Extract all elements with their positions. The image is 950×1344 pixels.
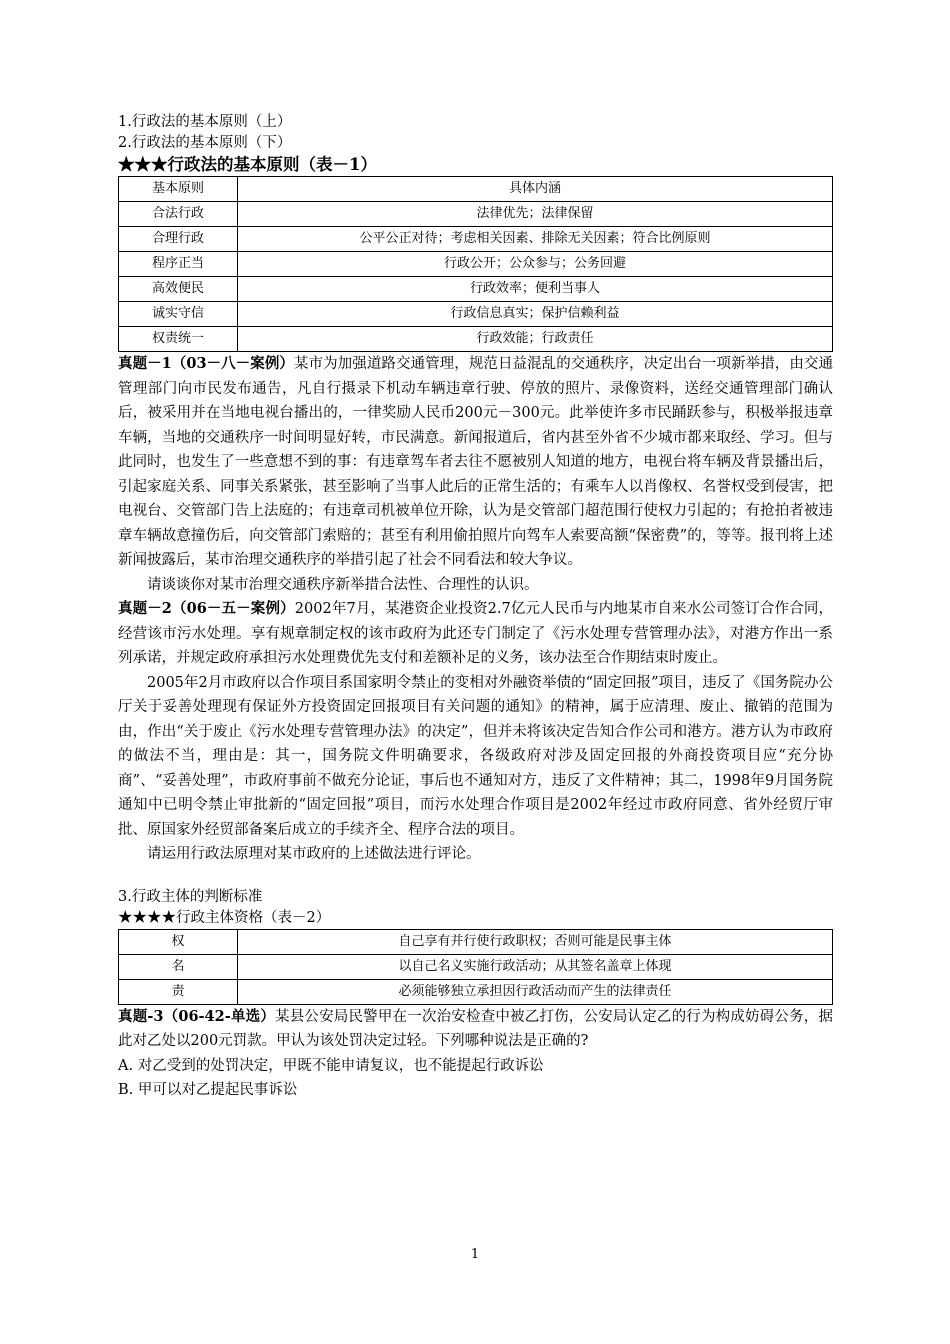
spacer	[118, 867, 833, 887]
case3-paragraph	[118, 1005, 833, 1054]
case2-text: 2002年7月，某港资企业投资2.7亿元人民币与内地某市自来水公司签订合作合同，经营该市污水处理。享有规章制定权的该市政府为此还专门制定了《污水处理专营管理办法》，对港方作出一系列承诺，并规定政府承担污水处理费优先支付和差额补足的义务，该办法至合作期结束时废止。	[118, 601, 833, 666]
page-number: 1	[470, 1247, 480, 1262]
table-row	[119, 227, 833, 252]
table1-title: ★★★行政法的基本原则（表－1）	[118, 155, 377, 174]
table-row	[119, 327, 833, 352]
case2-paragraph-2: 2005年2月市政府以合作项目系国家明令禁止的变相对外融资举债的“固定回报”项目，违反了《国务院办公厅关于妥善处理现有保证外方投资固定回报项目有关问题的通知》的精神，属于应清理、废止、撤销的范围为由，作出“关于废止《污水处理专营管理办法》的决定”，但并未将该决定告知合作公司和港方。港方认为市政府的做法不当，理由是：其一，国务院文件明确要求，各级政府对涉及固定回报的外商投资项目应“充分协商”、“妥善处理”，市政府事前不做充分论证，事后也不通知对方，违反了文件精神；其二，1998年9月国务院通知中已明令禁止审批新的“固定回报”项目，而污水处理合作项目是2002年经过市政府同意、省外经贸厅审批、原国家外经贸部备案后成立的手续齐全、程序合法的项目。	[118, 674, 833, 838]
document-page	[118, 112, 833, 1103]
option-a: A. 对乙受到的处罚决定，甲既不能申请复议，也不能提起行政诉讼	[118, 1057, 544, 1074]
table-cell: 程序正当	[119, 252, 238, 277]
table-row	[119, 979, 833, 1004]
case2-paragraph	[118, 597, 833, 671]
table-row	[119, 954, 833, 979]
table-cell: 行政公开；公众参与；公务回避	[238, 252, 833, 277]
case1-text: 某市为加强道路交通管理，规范日益混乱的交通秩序，决定出台一项新举措，由交通管理部门向市民发布通告，凡自行摄录下机动车辆违章行驶、停放的照片、录像资料，送经交通管理部门确认后，被采用并在当地电视台播出的，一律奖励人民币200元－300元。此举使许多市民踊跃参与，积极举报违章车辆，当地的交通秩序一时间明显好转，市民满意。新闻报道后，省内甚至外省不少城市都来取经、学习。但与此同时，也发生了一些意想不到的事：有违章驾车者去往不愿被别人知道的地方，电视台将车辆及背景播出后，引起家庭关系、同事关系紧张，甚至影响了当事人此后的正常生活的；有乘车人以肖像权、名誉权受到侵害，把电视台、交管部门告上法庭的；有违章司机被单位开除，认为是交管部门超范围行使权力引起的；有抢拍者被违章车辆故意撞伤后，向交管部门索赔的；甚至有利用偷拍照片向驾车人索要高额“保密费”的，等等。报刊将上述新闻披露后，某市治理交通秩序的举措引起了社会不同看法和较大争议。	[118, 356, 833, 568]
case3-text: 某县公安局民警甲在一次治安检查中被乙打伤，公安局认定乙的行为构成妨碍公务，据此对乙处以200元罚款。甲认为该处罚决定过轻。下列哪种说法是正确的?	[118, 1008, 834, 1049]
table-cell: 行政效率；便利当事人	[238, 277, 833, 302]
table-cell: 名	[119, 954, 238, 979]
table-cell: 自己享有并行使行政职权；否则可能是民事主体	[238, 929, 833, 954]
table-cell: 合法行政	[119, 202, 238, 227]
table-cell: 权	[119, 929, 238, 954]
table-cell: 行政效能；行政责任	[238, 327, 833, 352]
subject-qualification-table	[118, 929, 833, 1005]
table-cell: 诚实守信	[119, 302, 238, 327]
case2-question: 请运用行政法原理对某市政府的上述做法进行评论。	[147, 846, 481, 862]
table-cell: 以自己名义实施行政活动；从其签名盖章上体现	[238, 954, 833, 979]
case3-label: 真题-3（06-42-单选）	[118, 1007, 276, 1025]
table-row	[119, 202, 833, 227]
principles-table	[118, 176, 833, 352]
table-row	[119, 252, 833, 277]
section-heading-1: 1.行政法的基本原则（上）	[118, 114, 292, 130]
case2-label: 真题－2（06－五－案例）	[118, 600, 295, 617]
table-cell: 公平公正对待；考虑相关因素、排除无关因素；符合比例原则	[238, 227, 833, 252]
table-cell: 必须能够独立承担因行政活动而产生的法律责任	[238, 979, 833, 1004]
table-cell: 权责统一	[119, 327, 238, 352]
case1-label: 真题－1（03－八－案例）	[118, 355, 294, 372]
option-b: B. 甲可以对乙提起民事诉讼	[118, 1082, 298, 1098]
table-header-cell: 基本原则	[119, 177, 238, 202]
table-row	[119, 929, 833, 954]
table-cell: 行政信息真实；保护信赖利益	[238, 302, 833, 327]
table-cell: 高效便民	[119, 277, 238, 302]
case1-paragraph	[118, 352, 833, 573]
table-row	[119, 302, 833, 327]
table-header-row	[119, 177, 833, 202]
case1-question: 请谈谈你对某市治理交通秩序新举措合法性、合理性的认识。	[147, 576, 539, 593]
section-heading-3: 3.行政主体的判断标准	[118, 888, 263, 905]
table-cell: 法律优先；法律保留	[238, 202, 833, 227]
section-heading-2: 2.行政法的基本原则（下）	[118, 135, 292, 151]
table-header-cell: 具体内涵	[238, 177, 833, 202]
table-cell: 合理行政	[119, 227, 238, 252]
table-row	[119, 277, 833, 302]
table-cell: 责	[119, 979, 238, 1004]
table2-title: ★★★★行政主体资格（表－2）	[118, 909, 331, 926]
